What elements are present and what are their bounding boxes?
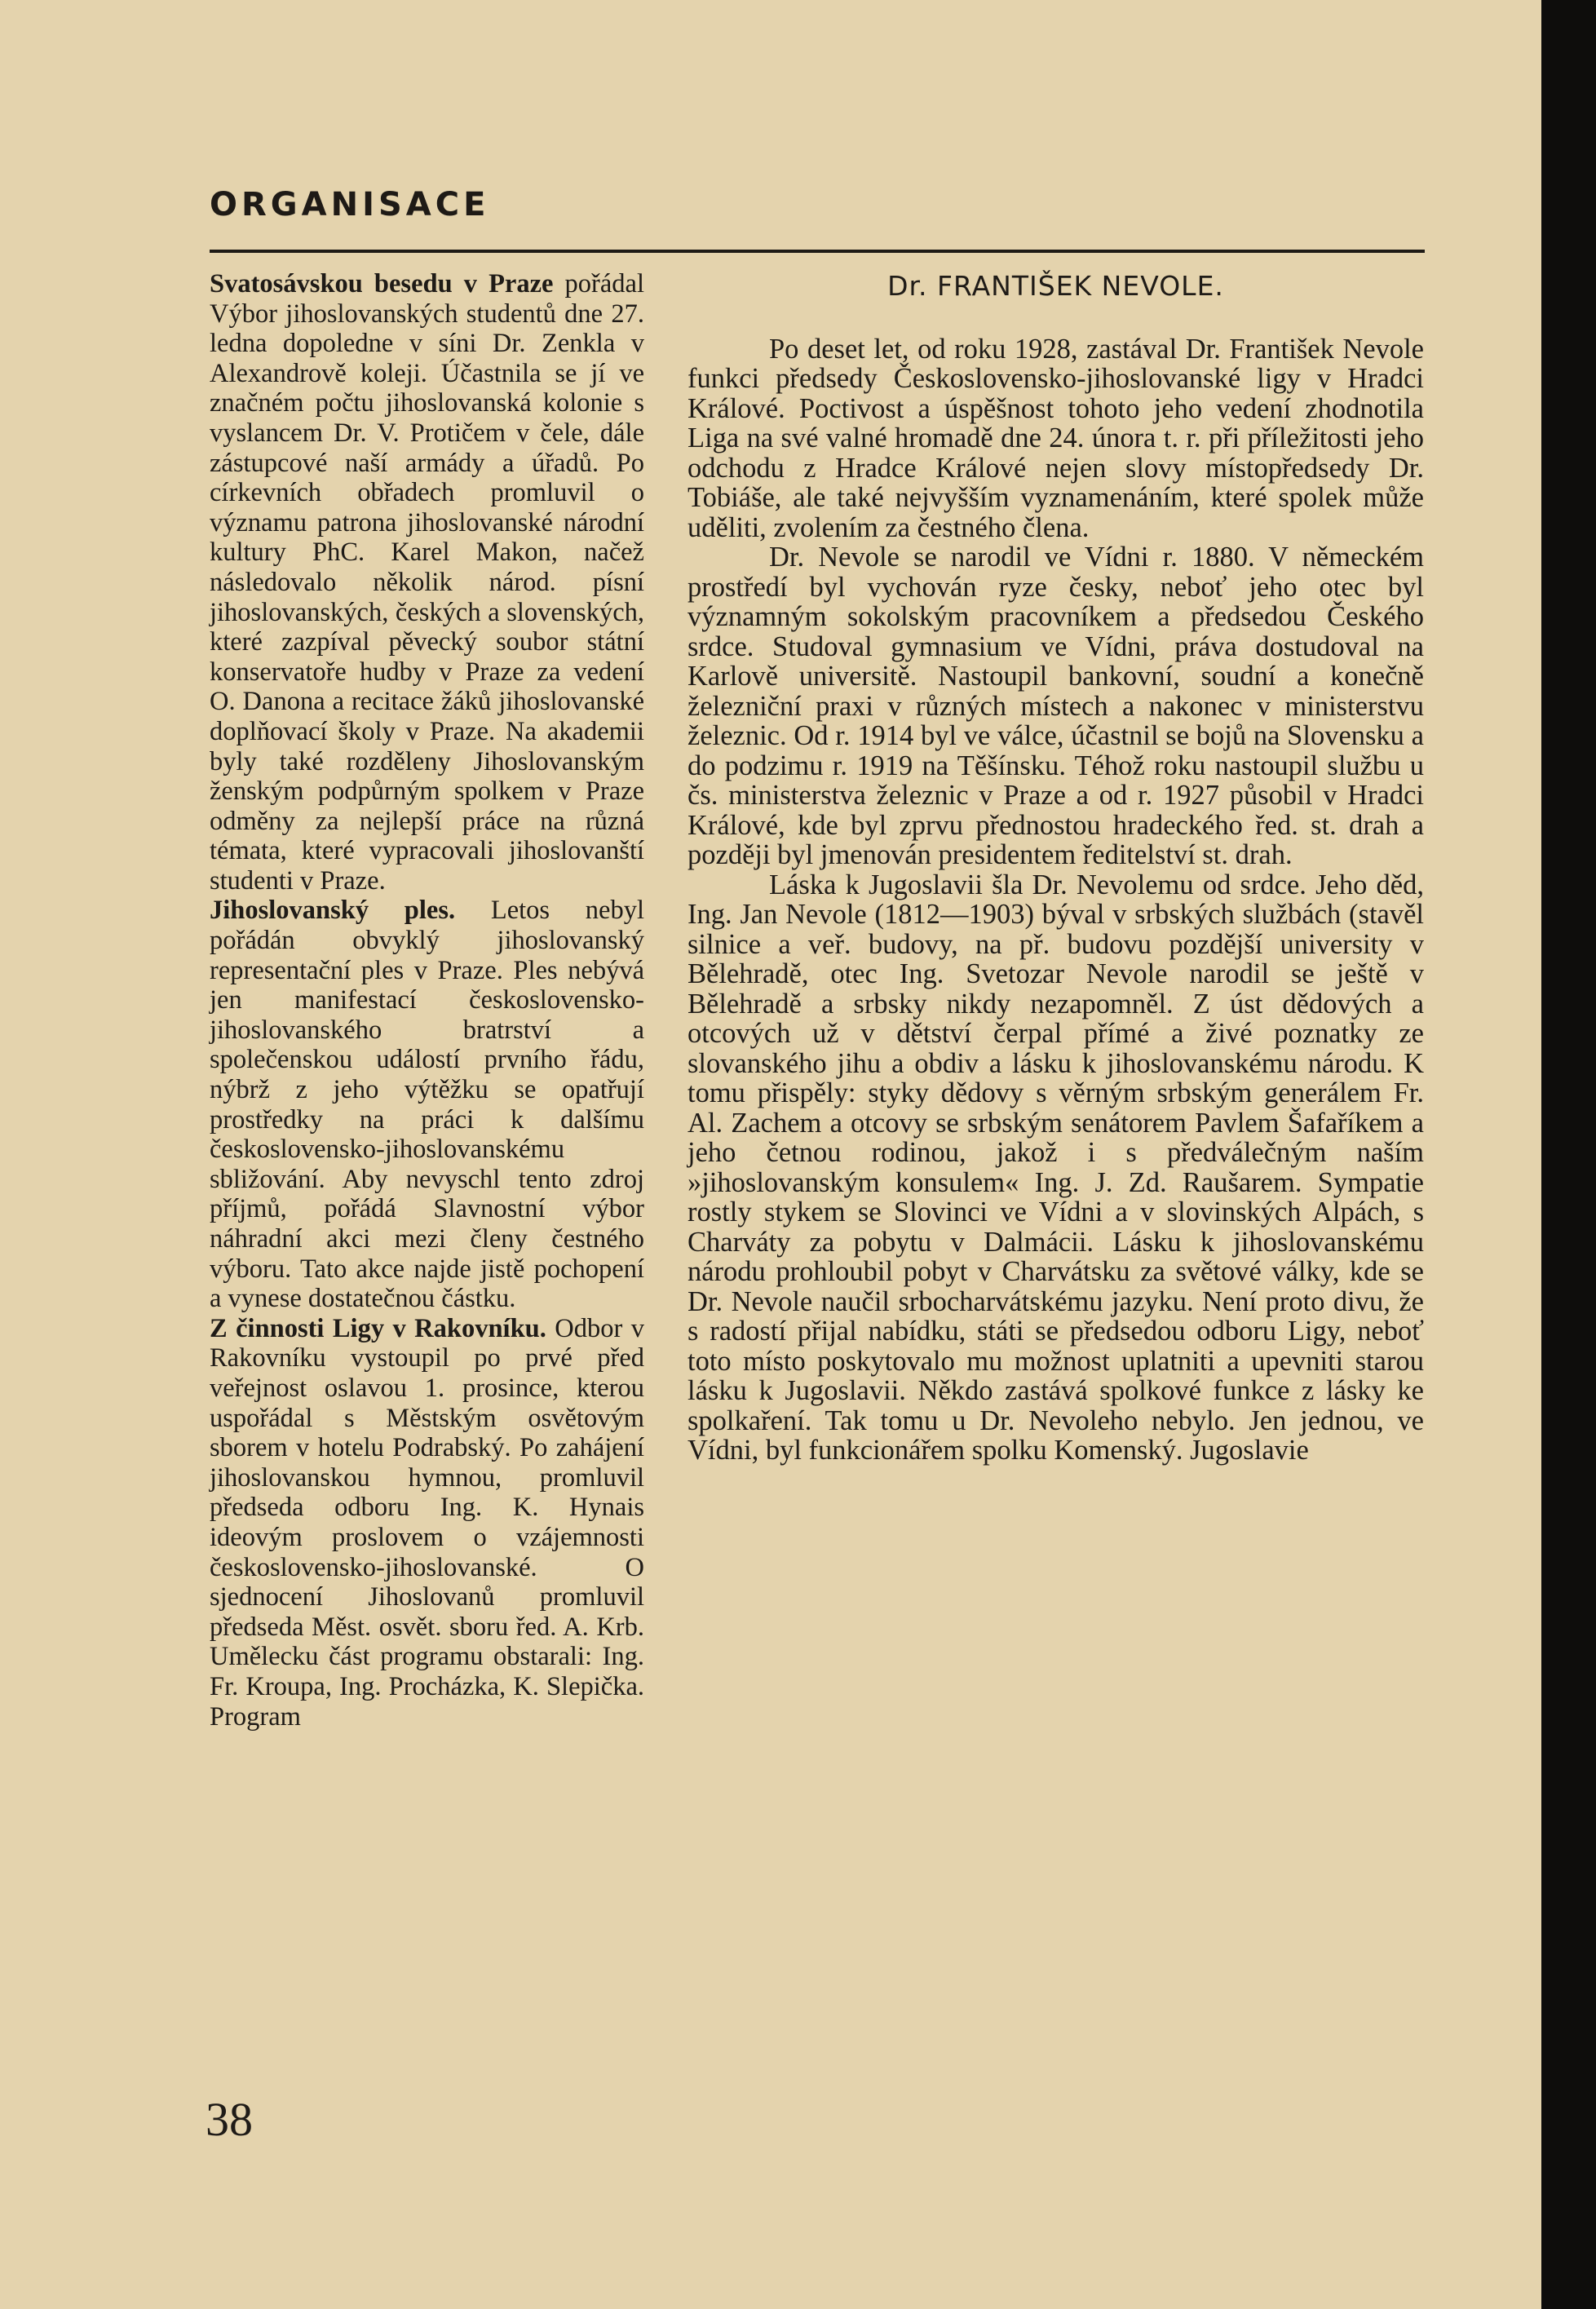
article-paragraph <box>210 1314 644 1732</box>
paragraph-text: Letos nebyl pořádán obvyklý jihoslovanský representační ples v Praze. Ples nebývá jen manifestací československo-jihoslovanského bratrství a společenskou událostí prvního řádu, nýbrž z jeho výtěžku se opatřují prostředky na práci k dalšímu československo-jihoslovanskému sbližování. Aby nevyschl tento zdroj příjmů, pořádá Slavnostní výbor náhradní akci mezi členy čestného výboru. Tato akce najde jistě pochopení a vynese dostatečnou částku. <box>210 896 644 1314</box>
article-paragraph: Dr. Nevole se narodil ve Vídni r. 1880. V německém prostředí byl vychován ryze česky, neboť jeho otec byl významným sokolským pracovníkem a předsedou Českého srdce. Studoval gymnasium ve Vídni, práva dostudoval na Karlově universitě. Nastoupil bankovní, soudní a konečně železniční praxi v různých místech a nakonec v ministerstvu železnic. Od r. 1914 byl ve válce, účastnil se bojů na Slovensku a do podzimu r. 1919 na Těšínsku. Téhož roku nastoupil službu u čs. ministerstva železnic v Praze a od r. 1927 působil v Hradci Králové, kde byl zprvu přednostou hradeckého řed. st. drah a později byl jmenován presidentem ředitelství st. drah. <box>687 542 1424 870</box>
left-column <box>210 269 644 1732</box>
section-heading: ORGANISACE <box>210 186 490 223</box>
article-title: Dr. FRANTIŠEK NEVOLE. <box>887 270 1224 302</box>
page-number: 38 <box>206 2093 253 2146</box>
paragraph-lead: Z činnosti Ligy v Rakovníku. <box>210 1313 546 1343</box>
paragraph-lead: Jihoslovanský ples. <box>210 896 456 926</box>
page-edge <box>1541 0 1596 2309</box>
article-paragraph <box>210 896 644 1313</box>
paragraph-text: pořádal Výbor jihoslovanských studentů dne 27. ledna dopoledne v síni Dr. Zenkla v Alexandrově koleji. Účastnila se jí ve značném počtu jihoslovanská kolonie s vyslancem Dr. V. Protičem v čele, dále zástupcové naší armády a úřadů. Po církevních obřadech promluvil o významu patrona jihoslovanské národní kultury PhC. Karel Makon, načež následovalo několik národ. písní jihoslovanských, českých a slovenských, které zazpíval pěvecký soubor státní konservatoře hudby v Praze za vedení O. Danona a recitace žáků jihoslovanské doplňovací školy v Praze. Na akademii byly také rozděleny Jihoslovanským ženským podpůrným spolkem v Praze odměny za nejlepší práce na různá témata, které vypracovali jihoslovanští studenti v Praze. <box>210 269 644 896</box>
article-paragraph <box>210 269 644 896</box>
article-paragraph: Po deset let, od roku 1928, zastával Dr. František Nevole funkci předsedy Československo-jihoslovanské ligy v Hradci Králové. Poctivost a úspěšnost tohoto jeho vedení zhodnotila Liga na své valné hromadě dne 24. února t. r. při příležitosti jeho odchodu z Hradce Králové nejen slovy místopředsedy Dr. Tobiáše, ale také nejvyšším vyznamenáním, které spolek může uděliti, zvolením za čestného člena. <box>687 333 1424 543</box>
paragraph-lead: Svatosávskou besedu v Praze <box>210 269 554 299</box>
heading-rule <box>210 250 1425 253</box>
right-column <box>687 272 1424 1466</box>
article-paragraph: Láska k Jugoslavii šla Dr. Nevolemu od srdce. Jeho děd, Ing. Jan Nevole (1812—1903) býval v srbských službách (stavěl silnice a veř. budovy, na př. budovu pozdější university v Bělehradě, otec Ing. Svetozar Nevole narodil se ještě v Bělehradě a srbsky nikdy nezapomněl. Z úst dědových a otcových už v dětství čerpal přímé a živé poznatky ze slovanského jihu a obdiv a lásku k jihoslovanskému národu. K tomu přispěly: styky dědovy s věrným srbským generálem Fr. Al. Zachem a otcovy se srbským senátorem Pavlem Šafaříkem a jeho četnou rodinou, jakož i s předválečným naším »jihoslovanským konsulem« Ing. J. Zd. Raušarem. Sympatie rostly stykem se Slovinci ve Vídni a v slovinských Alpách, s Charváty za pobytu v Dalmácii. Lásku k jihoslovanskému národu prohloubil pobyt v Charvátsku za světové války, kde se Dr. Nevole naučil srbocharvátskému jazyku. Není proto divu, že s radostí přijal nabídku, státi se předsedou odboru Ligy, neboť toto místo poskytovalo mu možnost uplatniti a upevniti starou lásku k Jugoslavii. Někdo zastává spolkové funkce z lásky ke spolkaření. Tak tomu u Dr. Nevoleho nebylo. Jen jednou, ve Vídni, byl funkcionářem spolku Komenský. Jugoslavie <box>687 869 1424 1466</box>
paragraph-text: Odbor v Rakovníku vystoupil po prvé před veřejnost oslavou 1. prosince, kterou uspořádal s Městským osvětovým sborem v hotelu Podrabský. Po zahájení jihoslovanskou hymnou, promluvil předseda odboru Ing. K. Hynais ideovým proslovem o vzájemnosti československo-jihoslovanské. O sjednocení Jihoslovanů promluvil předseda Měst. osvět. sboru řed. A. Krb. Umělecku část programu obstarali: Ing. Fr. Kroupa, Ing. Procházka, K. Slepička. Program <box>210 1313 644 1732</box>
